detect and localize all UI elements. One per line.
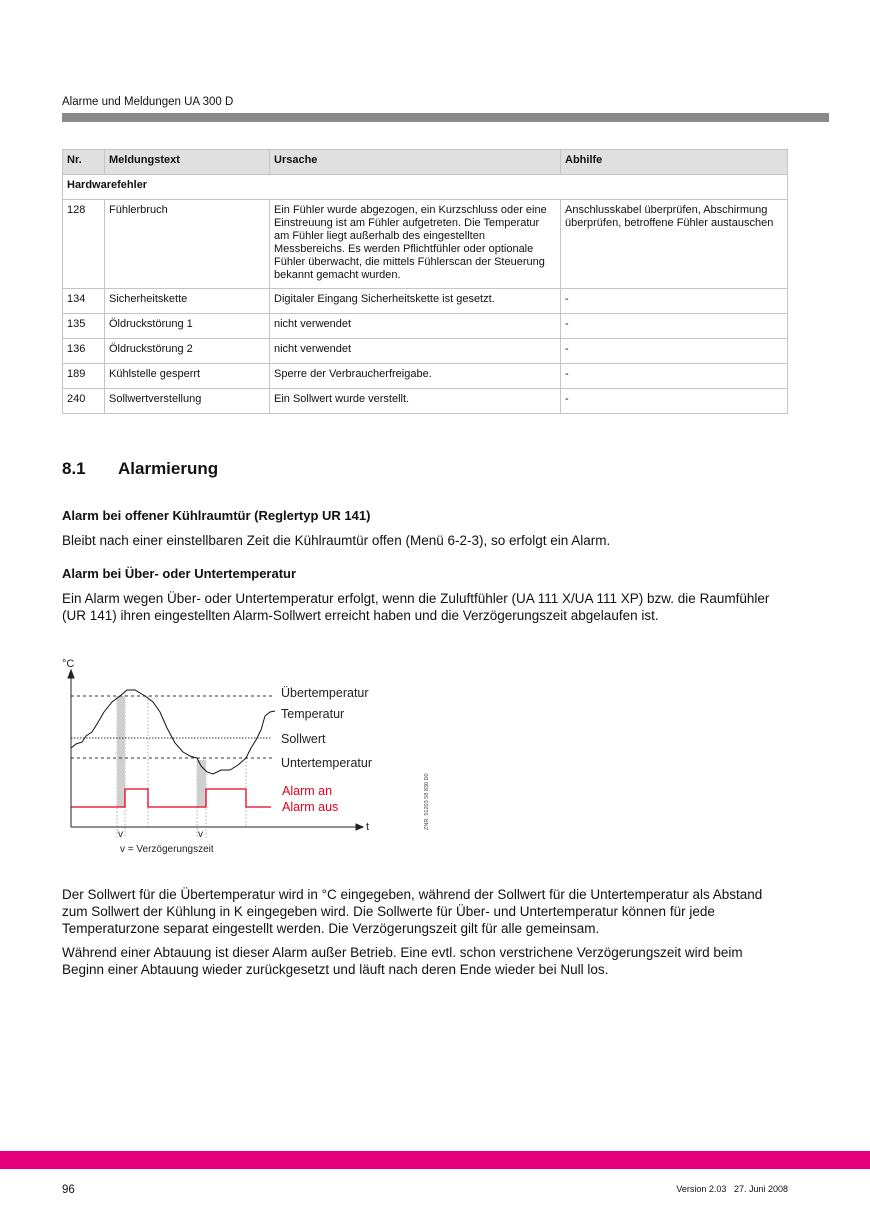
paragraph-setpoints: Der Sollwert für die Übertemperatur wird in °C eingegeben, während der Sollwert für die Untertemperatur als Abstand zum Sollwert der Kühlung in K eingegeben wird. Die Sollwerte für Über- und Untertemperatur können für jede Temperaturzone separat eingestellt werden. Die Verzögerungszeit gilt für alle gemeinsam.: [62, 887, 763, 936]
col-cause: Ursache: [270, 150, 561, 175]
alarm-signal: [71, 789, 271, 807]
cell-text: Öldruckstörung 1: [105, 314, 270, 339]
group-label: Hardwarefehler: [63, 175, 788, 200]
cell-nr: 134: [63, 289, 105, 314]
cell-cause: nicht verwendet: [270, 314, 561, 339]
delay-label-2: v: [198, 829, 203, 840]
label-under-temp: Untertemperatur: [281, 756, 373, 770]
paragraph-defrost: Während einer Abtauung ist dieser Alarm außer Betrieb. Eine evtl. schon verstrichene Verzögerungszeit wird beim Beginn einer Abtauung wieder zurückgesetzt und läuft nach deren Ende wieder bei Null los.: [62, 945, 743, 977]
cell-fix: -: [561, 364, 788, 389]
cell-cause: nicht verwendet: [270, 339, 561, 364]
cell-nr: 136: [63, 339, 105, 364]
threshold-lines: [71, 696, 272, 758]
cell-fix: -: [561, 314, 788, 339]
delay-area-1: [117, 696, 125, 807]
subheading-door-alarm: Alarm bei offener Kühlraumtür (Reglertyp UR 141): [62, 508, 371, 523]
label-alarm-off: Alarm aus: [282, 800, 339, 814]
cell-cause: Sperre der Verbraucherfreigabe.: [270, 364, 561, 389]
cell-cause: Ein Sollwert wurde verstellt.: [270, 389, 561, 414]
cell-nr: 240: [63, 389, 105, 414]
subheading-temp-alarm: Alarm bei Über- oder Untertemperatur: [62, 566, 297, 581]
cell-text: Fühlerbruch: [105, 200, 270, 289]
version-info: Version 2.03 27. Juni 2008: [676, 1184, 788, 1194]
cell-nr: 189: [63, 364, 105, 389]
label-setpoint: Sollwert: [281, 732, 326, 746]
delay-legend: v = Verzögerungszeit: [120, 844, 214, 855]
label-over-temp: Übertemperatur: [281, 686, 369, 700]
cell-text: Sollwertverstellung: [105, 389, 270, 414]
cell-text: Öldruckstörung 2: [105, 339, 270, 364]
running-header: Alarme und Meldungen UA 300 D: [62, 96, 234, 108]
paragraph-temp-alarm: Ein Alarm wegen Über- oder Untertemperatur erfolgt, wenn die Zuluftfühler (UA 111 X/UA 111 XP) bzw. die Raumfühler (UR 141) ihren eingestellten Alarm-Sollwert erreicht haben und die Verzögerungszeit abgelaufen ist.: [62, 591, 770, 623]
cell-cause: Digitaler Eingang Sicherheitskette ist gesetzt.: [270, 289, 561, 314]
figure-reference: ZNR. 51203 58 830 D0: [424, 773, 430, 830]
delay-markers: [117, 691, 246, 838]
cell-text: Sicherheitskette: [105, 289, 270, 314]
col-fix: Abhilfe: [561, 150, 788, 175]
section-title: Alarmierung: [118, 459, 219, 478]
page-number: 96: [62, 1184, 75, 1196]
y-axis-unit: °C: [62, 658, 75, 670]
cell-fix: -: [561, 289, 788, 314]
cell-cause: Ein Fühler wurde abgezogen, ein Kurzschluss oder eine Einstreuung ist am Fühler aufgetreten. Die Temperatur am Fühler liegt außerhalb des eingestellten Messbereichs. Es werden Pflichtfühler oder optionale Fühler überwacht, die mittels Fühlerscan der Steuerung bekannt gemacht wurden.: [270, 200, 561, 289]
label-temperature: Temperatur: [281, 707, 345, 721]
delay-label-1: v: [118, 829, 123, 840]
cell-fix: -: [561, 339, 788, 364]
col-text: Meldungstext: [105, 150, 270, 175]
cell-fix: Anschlusskabel überprüfen, Abschirmung überprüfen, betroffene Fühler austauschen: [561, 200, 788, 289]
x-axis-unit: t: [366, 821, 370, 833]
col-nr: Nr.: [63, 150, 105, 175]
label-alarm-on: Alarm an: [282, 784, 333, 798]
cell-nr: 135: [63, 314, 105, 339]
cell-fix: -: [561, 389, 788, 414]
cell-nr: 128: [63, 200, 105, 289]
section-number: 8.1: [62, 459, 86, 478]
temperature-curve: [71, 690, 275, 774]
paragraph-door-alarm: Bleibt nach einer einstellbaren Zeit die Kühlraumtür offen (Menü 6-2-3), so erfolgt ein Alarm.: [62, 533, 611, 548]
footer-bar: [0, 1151, 870, 1169]
cell-text: Kühlstelle gesperrt: [105, 364, 270, 389]
